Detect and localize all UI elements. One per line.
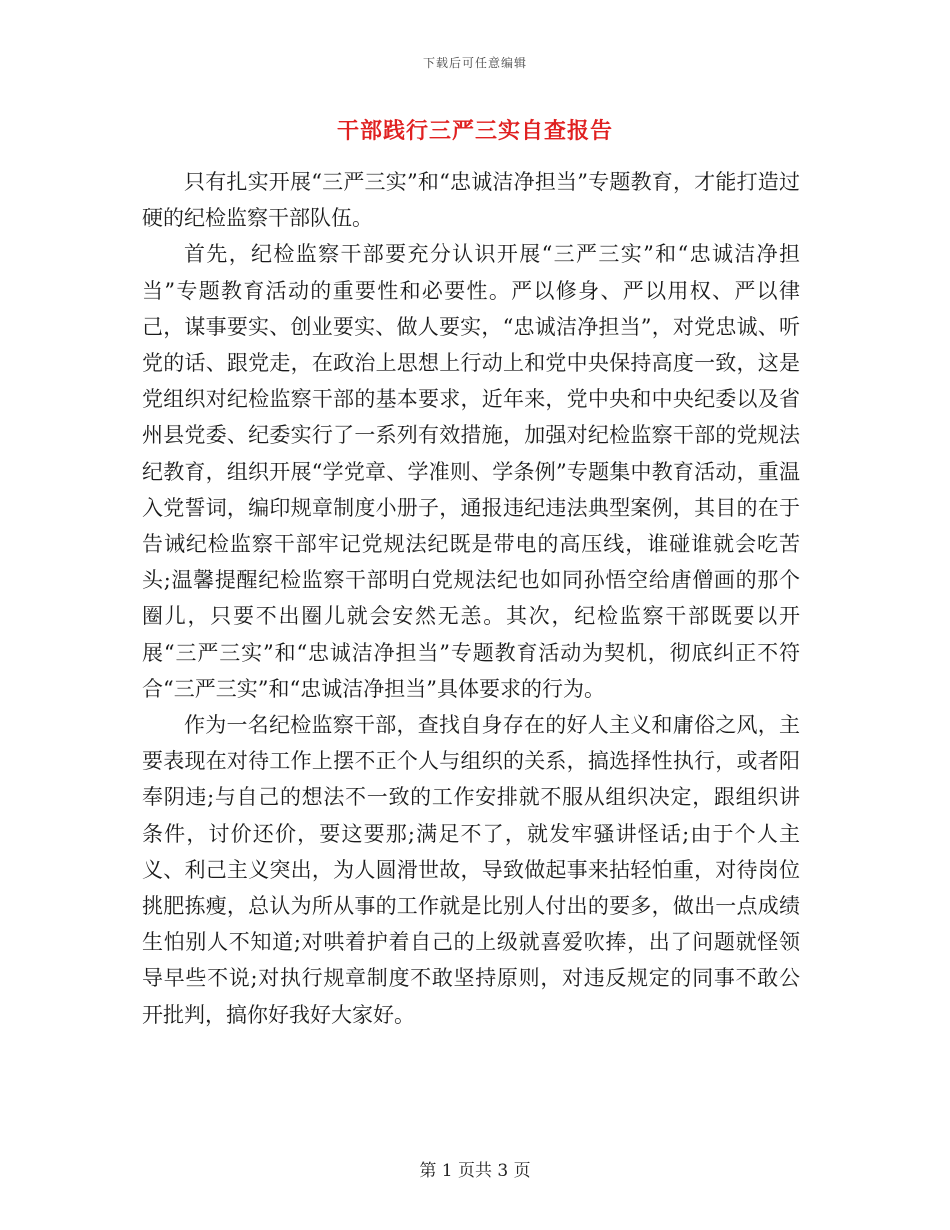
paragraph-self-check: 作为一名纪检监察干部，查找自身存在的好人主义和庸俗之风，主要表现在对待工作上摆不正个人与组织的关系，搞选择性执行，或者阳奉阴违;与自己的想法不一致的工作安排就不服从组织决定，跟组织讲条件，讨价还价，要这要那;满足不了，就发牢骚讲怪话;由于个人主义、利己主义突出，为人圆滑世故，导致做起事来拈轻怕重，对待岗位挑肥拣瘦，总认为所从事的工作就是比别人付出的要多，做出一点成绩生怕别人不知道;对哄着护着自己的上级就喜爱吹捧，出了问题就怪领导早些不说;对执行规章制度不敢坚持原则，对违反规定的同事不敢公开批判，搞你好我好大家好。 [142,713,800,1027]
paragraph-intro: 只有扎实开展“三严三实”和“忠诚洁净担当”专题教育，才能打造过硬的纪检监察干部队伍。 [142,170,800,231]
header-note: 下载后可任意编辑 [422,56,527,70]
document-title: 干部践行三严三实自查报告 [336,118,613,144]
page-number: 第 1 页共 3 页 [419,1161,531,1181]
paragraph-first: 首先，纪检监察干部要充分认识开展“三严三实”和“忠诚洁净担当”专题教育活动的重要性和必要性。严以修身、严以用权、严以律己，谋事要实、创业要实、做人要实，“忠诚洁净担当”，对党忠诚、听党的话、跟党走，在政治上思想上行动上和党中央保持高度一致，这是党组织对纪检监察干部的基本要求，近年来，党中央和中央纪委以及省州县党委、纪委实行了一系列有效措施，加强对纪检监察干部的党规法纪教育，组织开展“学党章、学准则、学条例”专题集中教育活动，重温入党誓词，编印规章制度小册子，通报违纪违法典型案例，其目的在于告诫纪检监察干部牢记党规法纪既是带电的高压线，谁碰谁就会吃苦头;温馨提醒纪检监察干部明白党规法纪也如同孙悟空给唐僧画的那个圈儿，只要不出圈儿就会安然无恙。其次，纪检监察干部既要以开展“三严三实”和“忠诚洁净担当”专题教育活动为契机，彻底纠正不符合“三严三实”和“忠诚洁净担当”具体要求的行为。 [142,242,800,701]
document-body [142,164,800,1033]
